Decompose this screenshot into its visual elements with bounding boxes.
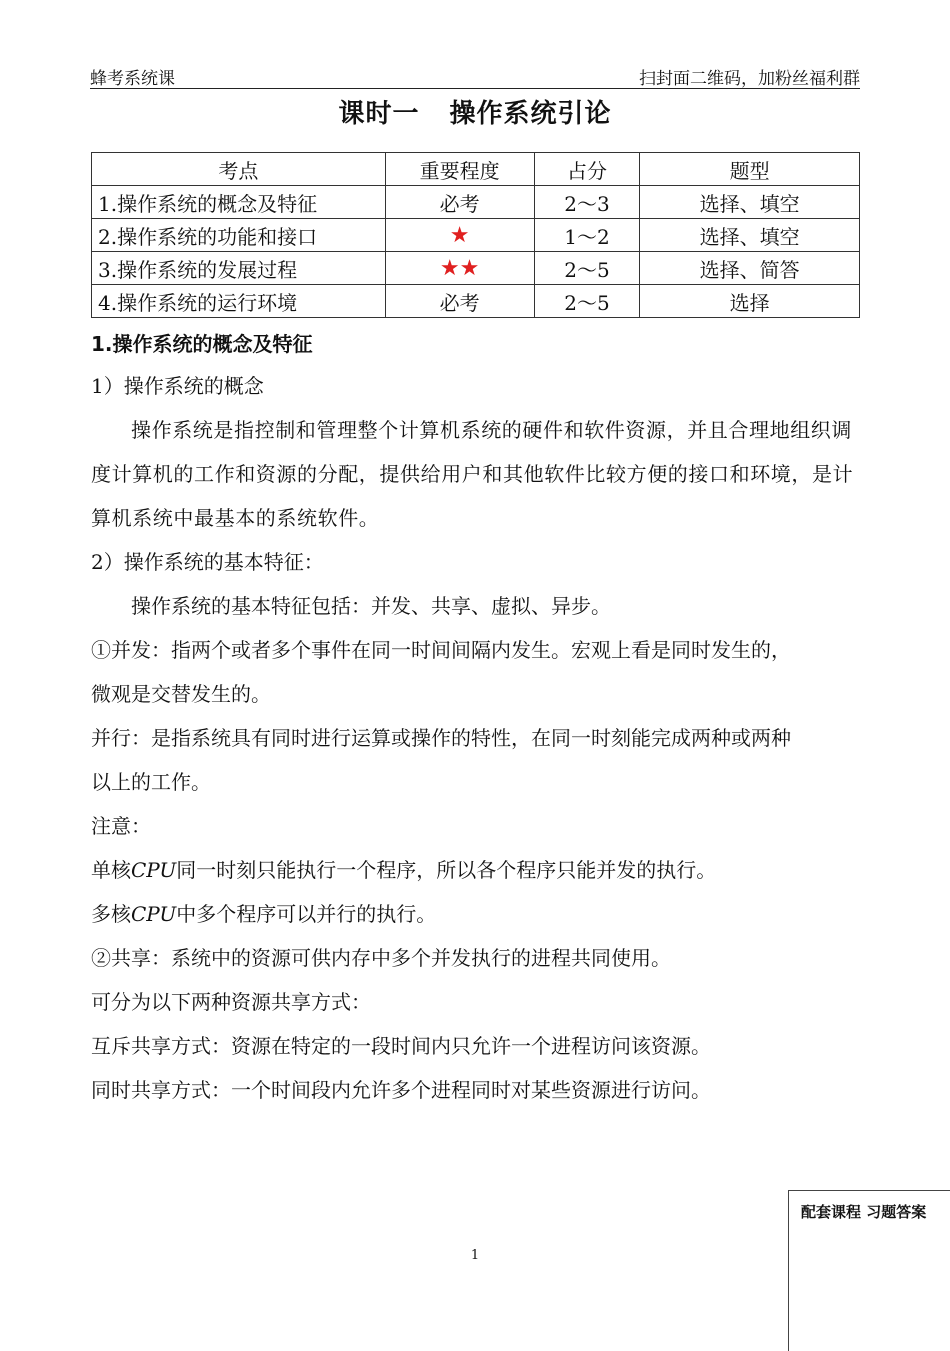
course-answers-label: 配套课程 习题答案 — [801, 1203, 927, 1221]
sharing-modes-intro: 可分为以下两种资源共享方式： — [91, 990, 371, 1014]
single-core-cpu: CPU — [131, 858, 177, 882]
table-row — [92, 186, 860, 219]
page-number: 1 — [470, 1248, 480, 1263]
single-core-line — [91, 848, 863, 892]
header-right-text: 扫封面二维码，加粉丝福利群 — [639, 69, 860, 89]
cell-type: 选择、填空 — [640, 219, 860, 252]
note-label: 注意： — [91, 814, 151, 838]
table-row — [92, 219, 860, 252]
main-content — [91, 324, 863, 1112]
cell-point: 4.操作系统的运行环境 — [92, 285, 386, 318]
cell-point: 3.操作系统的发展过程 — [92, 252, 386, 285]
cell-point: 1.操作系统的概念及特征 — [92, 186, 386, 219]
header-importance: 重要程度 — [385, 153, 534, 186]
cell-score: 2～5 — [534, 252, 640, 285]
sharing-line: ②共享：系统中的资源可供内存中多个并发执行的进程共同使用。 — [91, 946, 671, 970]
cell-type: 选择、简答 — [640, 252, 860, 285]
subsection-heading: 2）操作系统的基本特征： — [91, 550, 324, 574]
concurrency-line: 微观是交替发生的。 — [91, 682, 271, 706]
cell-importance: 必考 — [385, 186, 534, 219]
cell-importance: 必考 — [385, 285, 534, 318]
title-lesson: 课时一 — [338, 99, 420, 129]
title-topic: 操作系统引论 — [449, 99, 612, 129]
features-intro: 操作系统的基本特征包括：并发、共享、虚拟、异步。 — [131, 594, 611, 618]
star-rating-icon: ★ — [385, 219, 534, 252]
multi-core-pre: 多核 — [91, 902, 131, 926]
cell-type: 选择 — [640, 285, 860, 318]
exam-points-table — [91, 152, 860, 318]
table-row — [92, 252, 860, 285]
header-point: 考点 — [92, 153, 386, 186]
mutex-sharing-line: 互斥共享方式：资源在特定的一段时间内只允许一个进程访问该资源。 — [91, 1034, 711, 1058]
parallel-line: 并行：是指系统具有同时进行运算或操作的特性，在同一时刻能完成两种或两种 — [91, 726, 791, 750]
cell-score: 2～5 — [534, 285, 640, 318]
page-header — [90, 60, 860, 89]
table-row — [92, 285, 860, 318]
concept-paragraph: 操作系统是指控制和管理整个计算机系统的硬件和软件资源，并且合理地组织调度计算机的工作和资源的分配，提供给用户和其他软件比较方便的接口和环境，是计算机系统中最基本的系统软件。 — [91, 418, 854, 530]
parallel-line: 以上的工作。 — [91, 770, 211, 794]
page-title — [0, 93, 950, 130]
table-header-row — [92, 153, 860, 186]
multi-core-post: 中多个程序可以并行的执行。 — [176, 902, 437, 926]
header-type: 题型 — [640, 153, 860, 186]
multi-core-line — [91, 892, 863, 936]
concurrency-line: ①并发：指两个或者多个事件在同一时间间隔内发生。宏观上看是同时发生的， — [91, 638, 791, 662]
cell-point: 2.操作系统的功能和接口 — [92, 219, 386, 252]
header-score: 占分 — [534, 153, 640, 186]
single-core-post: 同一时刻只能执行一个程序，所以各个程序只能并发的执行。 — [176, 858, 717, 882]
cell-score: 2～3 — [534, 186, 640, 219]
single-core-pre: 单核 — [91, 858, 131, 882]
course-answers-box[interactable] — [788, 1190, 950, 1351]
star-rating-icon: ★★ — [385, 252, 534, 285]
multi-core-cpu: CPU — [131, 902, 177, 926]
cell-score: 1～2 — [534, 219, 640, 252]
subsection-heading: 1）操作系统的概念 — [91, 374, 264, 398]
cell-type: 选择、填空 — [640, 186, 860, 219]
section-heading: 1.操作系统的概念及特征 — [91, 332, 313, 356]
simultaneous-sharing-line: 同时共享方式：一个时间段内允许多个进程同时对某些资源进行访问。 — [91, 1078, 711, 1102]
header-left-text: 蜂考系统课 — [90, 69, 175, 89]
